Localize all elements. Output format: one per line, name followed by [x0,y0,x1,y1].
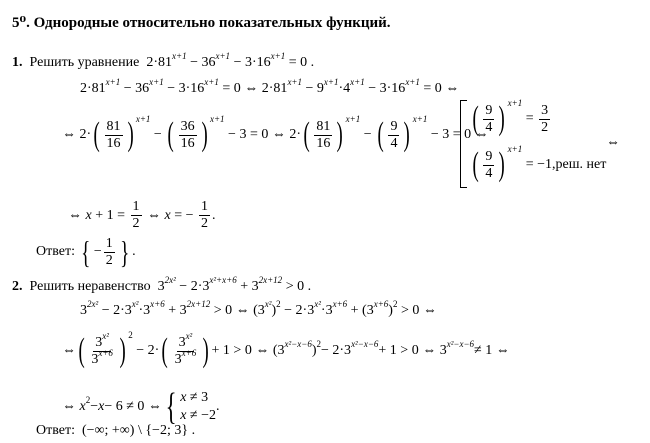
problem1-task: Решить уравнение [29,55,140,70]
problem1-statement [12,51,315,70]
problem2-statement: 2. Решить неравенство $3^{2x^2} - 2\cdot 3^{x^2+x+6} + 3^{2x+12} > 0$ . [12,275,312,294]
no-solution-note: реш. нет [555,157,607,172]
problem1-equation: $2\cdot 81^{x+1} - 36^{x+1} - 3\cdot 16^{x+1} = 0$ . [146,51,315,70]
problem2-answer-value: (−∞; +∞) \ {−2; 3} . [81,423,196,438]
problem2-number: 2. [12,279,23,294]
problem1-step2: ⇔ 2· ( $\frac{81}{16}$ ) $^{x+1}$ − ( $\frac{36}{16}$ ) $^{x+1}$ − 3 = 0 ⇔ 2· ( $\frac{81}{16}$ ) $^{x+1}$ − ( $\frac{9}{4}$ ) $^{x+1}$ − 3 = 0 ⇔ [62,113,489,153]
system-case2: ( $\frac{9}{4}$ ) $^{x+1}$ = −1, реш. нет [472,143,607,183]
system-bracket [460,100,467,188]
problem2-step3: ⇔ x $^2$ − x − 6 ≠ 0 ⇔ { x ≠ 3 x ≠ −2 . [62,386,220,428]
problem2-task: Решить неравенство [29,279,151,294]
problem2-answer [36,424,195,438]
system-implies-arrow: ⇔ [606,135,620,150]
problem2-answer-label: Ответ: [36,423,75,438]
problem1-number: 1. [12,55,23,70]
problem2-step1: $3^{2x^2} - 2\cdot 3^{x^2}\cdot 3^{x+6} + 3^{2x+12} > 0$ ⇔ $(3^{x^2})^2 - 2\cdot 3^{x^2}\cdot 3^{x+6} + (3^{x+6})^2 > 0$ ⇔ [80,299,437,318]
problem1-step3: ⇔ x + 1 = $\frac{1}{2}$ ⇔ x = − $\frac{1}{2}$ . [68,199,216,231]
section-title: 5⁰. Однородные относительно показательных функций. [12,15,391,31]
problem1-step1: $2\cdot 81^{x+1} - 36^{x+1} - 3\cdot 16^{x+1} = 0$ ⇔ $2\cdot 81^{x+1} - 9^{x+1}\cdot 4^{x+1} - 3\cdot 16^{x+1} = 0$ ⇔ [80,77,460,96]
problem1-answer: Ответ: { − $\frac{1}{2}$ } . [36,234,136,270]
system-case1: ( $\frac{9}{4}$ ) $^{x+1}$ = $\frac{3}{2}$ [472,97,549,137]
problem2-step2: ⇔ ( $\frac{3^{x^2}}{3^{x+6}}$ ) $^2$ − 2· ( $\frac{3^{x^2}}{3^{x+6}}$ ) + 1 > 0 ⇔ (3 $^{x^2-x-6}$ ) $^2$ − 2·3 $^{x^2-x-6}$ + 1 > 0 ⇔ 3 $^{x^2-x-6}$ ≠ 1 ⇔ [62,329,510,369]
problem1-answer-label: Ответ: [36,244,75,259]
